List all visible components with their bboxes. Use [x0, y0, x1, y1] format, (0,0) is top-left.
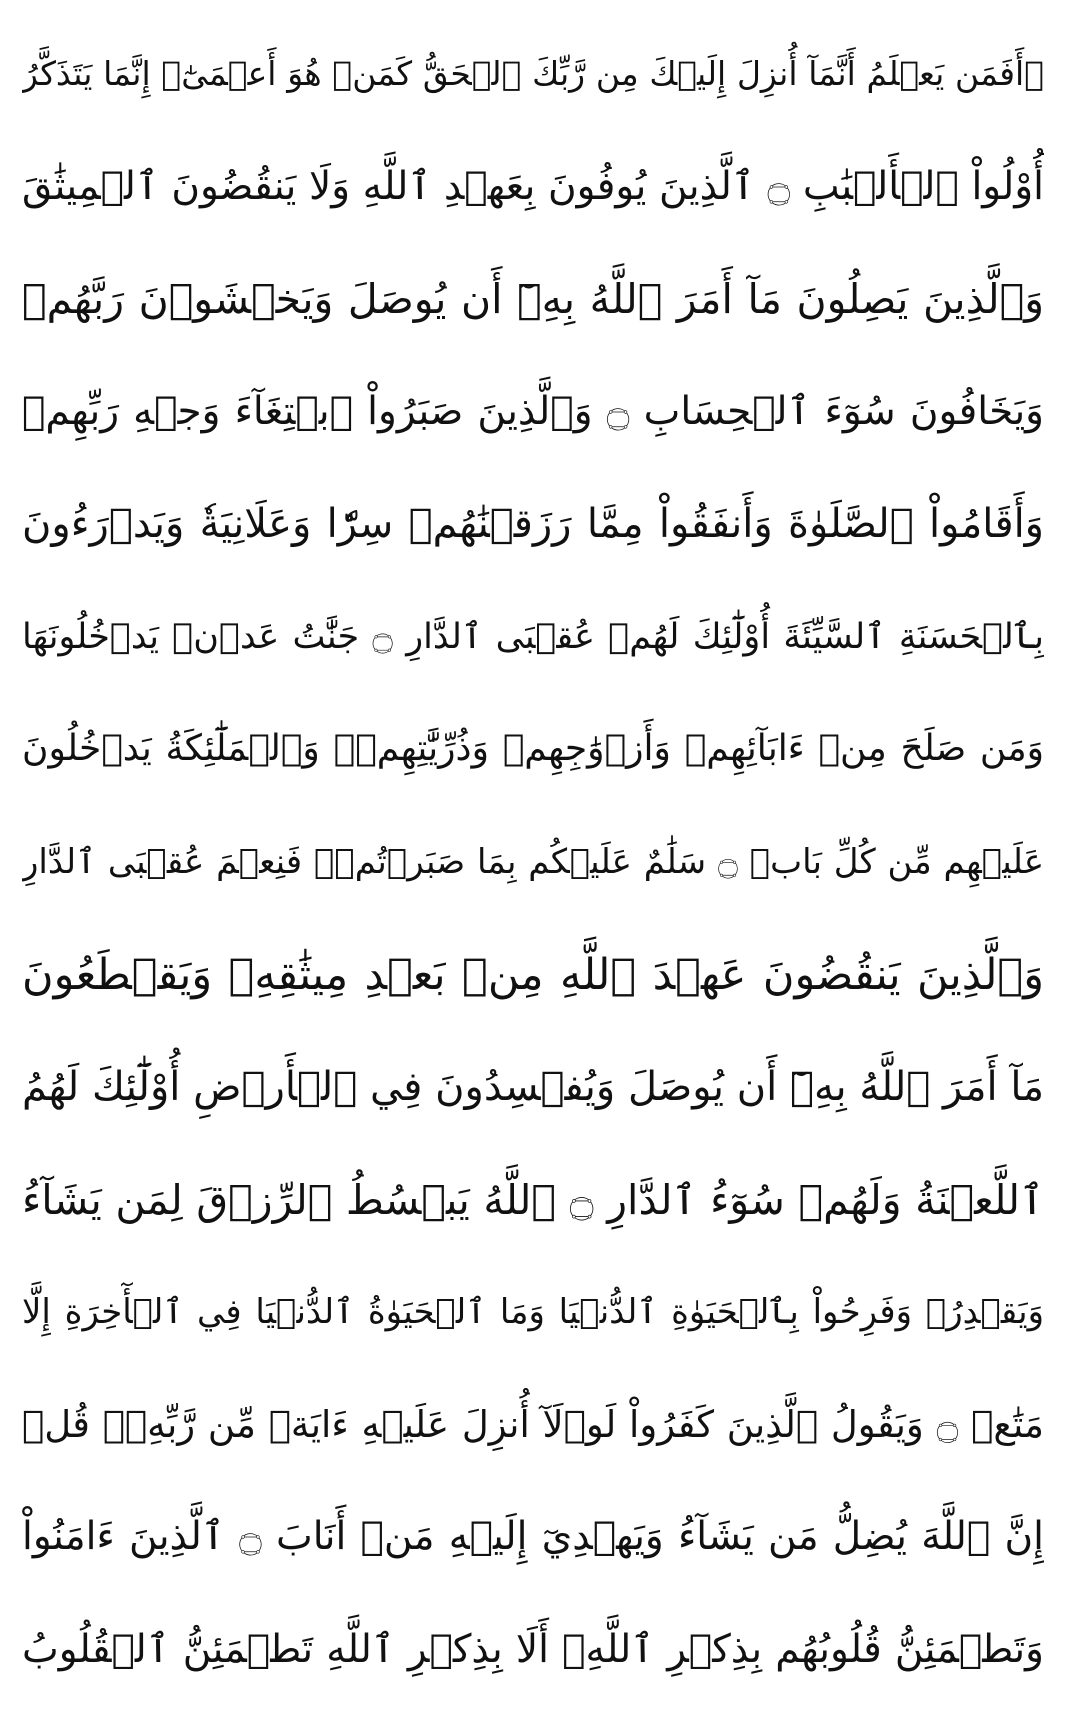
text-line-3: وَٱلَّذِينَ يَصِلُونَ مَآ أَمَرَ ٱللَّهُ بِهِۦٓ أَن يُوصَلَ وَيَخۡشَوۡنَ رَبَّهُمۡ: [22, 275, 1044, 324]
text-line-14: إِنَّ ٱللَّهَ يُضِلُّ مَن يَشَآءُ وَيَهۡدِيٓ إِلَيۡهِ مَنۡ أَنَابَ ۝ ٱلَّذِينَ ءَامَنُواْ: [22, 1514, 1044, 1560]
text-line-5: وَأَقَامُواْ ٱلصَّلَوٰةَ وَأَنفَقُواْ مِمَّا رَزَقۡنَٰهُمۡ سِرّٗا وَعَلَانِيَةٗ وَيَدۡرَءُونَ: [22, 501, 1044, 548]
verse-lines: [22, 22, 1044, 1702]
text-line-10: مَآ أَمَرَ ٱللَّهُ بِهِۦٓ أَن يُوصَلَ وَيُفۡسِدُونَ فِي ٱلۡأَرۡضِ أُوْلَٰٓئِكَ لَهُمُ: [22, 1064, 1044, 1111]
text-line-12: وَيَقۡدِرُۚ وَفَرِحُواْ بِٱلۡحَيَوٰةِ ٱلدُّنۡيَا وَمَا ٱلۡحَيَوٰةُ ٱلدُّنۡيَا فِي ٱلۡأٓخِرَةِ إِلَّا: [22, 1292, 1044, 1333]
text-line-8: عَلَيۡهِم مِّن كُلِّ بَابٖ ۝ سَلَٰمٌ عَلَيۡكُم بِمَا صَبَرۡتُمۡۚ فَنِعۡمَ عُقۡبَى ٱلدَّارِ: [22, 841, 1044, 882]
text-line-7: وَمَن صَلَحَ مِنۡ ءَابَآئِهِمۡ وَأَزۡوَٰجِهِمۡ وَذُرِّيَّٰتِهِمۡۖ وَٱلۡمَلَٰٓئِكَةُ يَدۡخُلُونَ: [22, 728, 1044, 770]
text-line-6: بِٱلۡحَسَنَةِ ٱلسَّيِّئَةَ أُوْلَٰٓئِكَ لَهُمۡ عُقۡبَى ٱلدَّارِ ۝ جَنَّٰتُ عَدۡنٖ يَدۡخُلُونَهَا: [22, 616, 1044, 657]
text-line-15: وَتَطۡمَئِنُّ قُلُوبُهُم بِذِكۡرِ ٱللَّهِۗ أَلَا بِذِكۡرِ ٱللَّهِ تَطۡمَئِنُّ ٱلۡقُلُوبُ: [22, 1626, 1044, 1672]
text-line-4: وَيَخَافُونَ سُوٓءَ ٱلۡحِسَابِ ۝ وَٱلَّذِينَ صَبَرُواْ ٱبۡتِغَآءَ وَجۡهِ رَبِّهِمۡ: [22, 388, 1044, 434]
text-line-9: وَٱلَّذِينَ يَنقُضُونَ عَهۡدَ ٱللَّهِ مِنۢ بَعۡدِ مِيثَٰقِهِۦ وَيَقۡطَعُونَ: [22, 949, 1044, 1000]
text-line-1: ۞أَفَمَن يَعۡلَمُ أَنَّمَآ أُنزِلَ إِلَيۡكَ مِن رَّبِّكَ ٱلۡحَقُّ كَمَنۡ هُوَ أَعۡمَىٰٓۚ إِنَّمَا يَتَذَكَّرُ: [22, 54, 1044, 93]
text-line-13: مَتَٰعٞ ۝ وَيَقُولُ ٱلَّذِينَ كَفَرُواْ لَوۡلَآ أُنزِلَ عَلَيۡهِ ءَايَةٞ مِّن رَّبِّهِۦۚ قُلۡ: [22, 1402, 1044, 1446]
text-line-2: أُوْلُواْ ٱلۡأَلۡبَٰبِ ۝ ٱلَّذِينَ يُوفُونَ بِعَهۡدِ ٱللَّهِ وَلَا يَنقُضُونَ ٱلۡمِيثَٰقَ: [22, 163, 1044, 209]
text-line-11: ٱللَّعۡنَةُ وَلَهُمۡ سُوٓءُ ٱلدَّارِ ۝ ٱللَّهُ يَبۡسُطُ ٱلرِّزۡقَ لِمَن يَشَآءُ: [22, 1175, 1044, 1224]
